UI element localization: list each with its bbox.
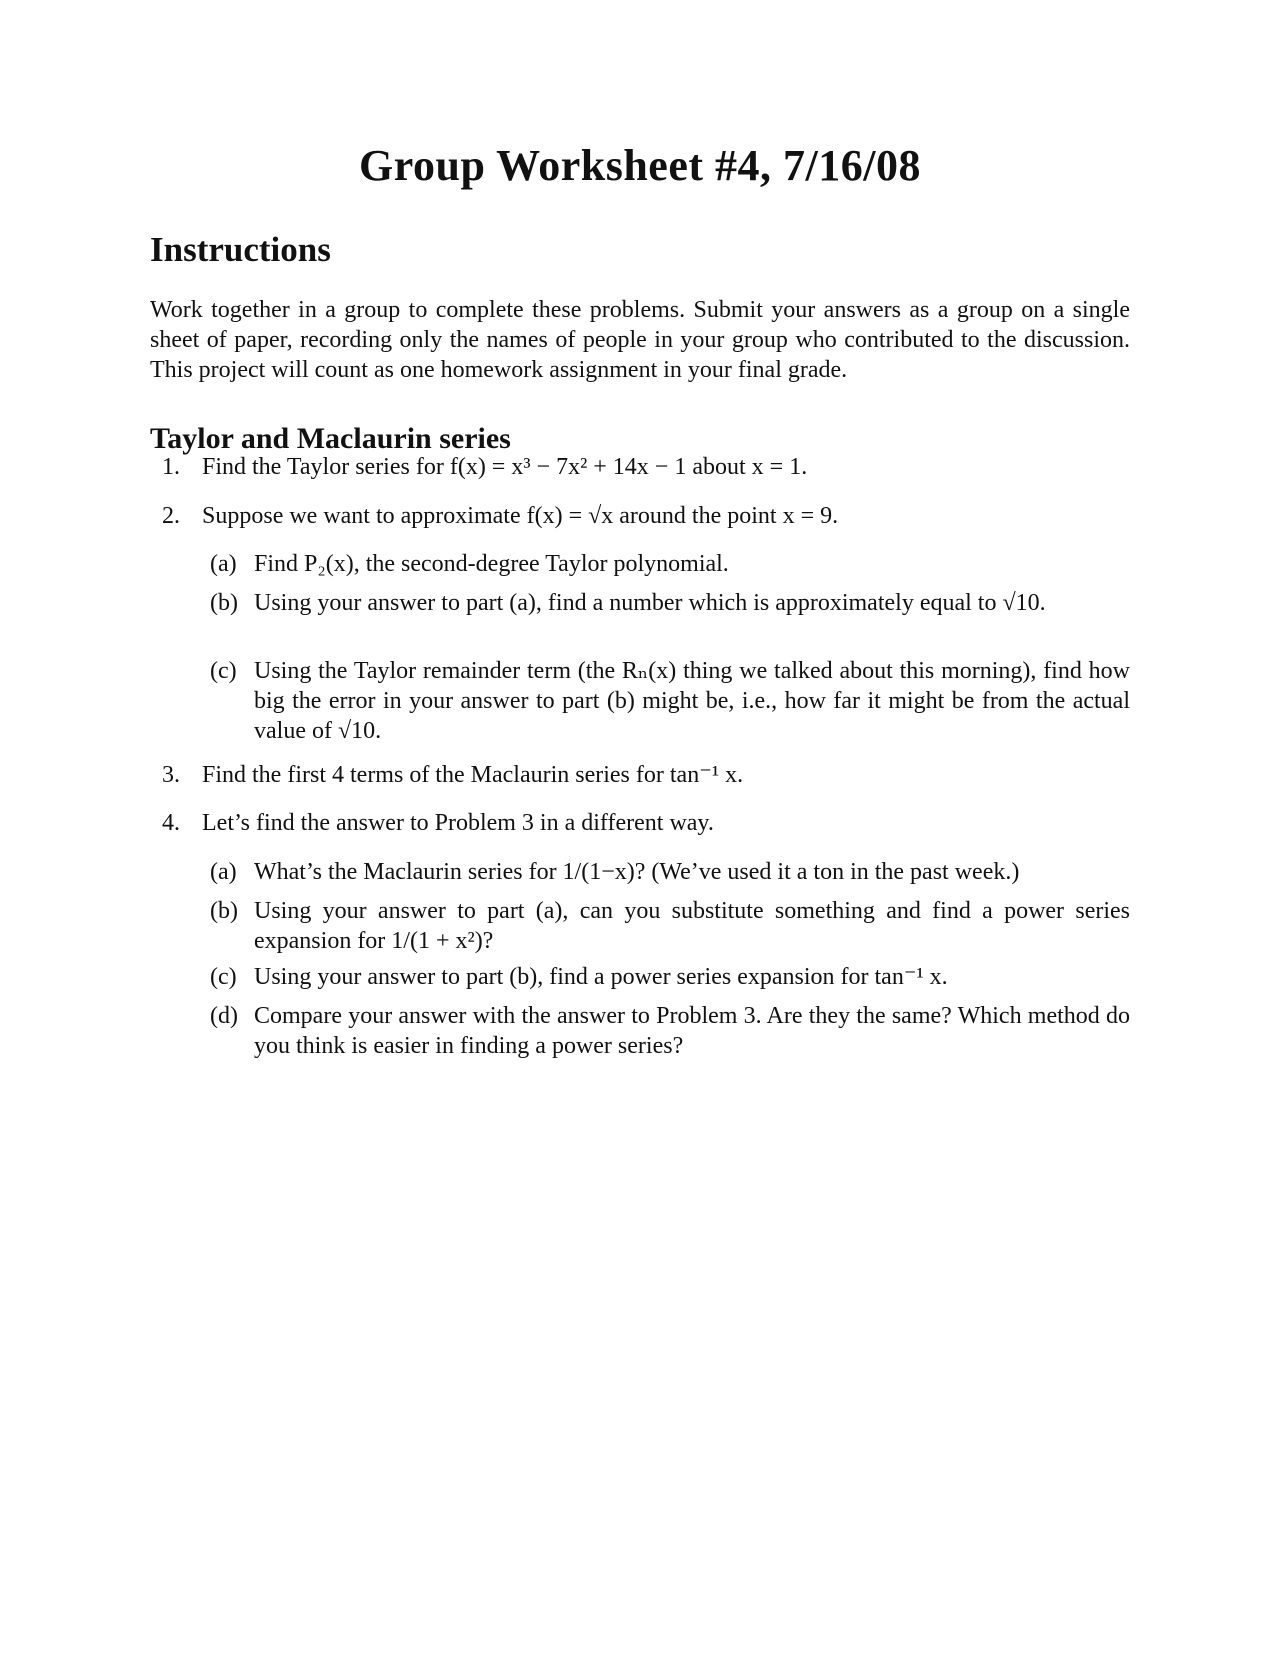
section-heading: Taylor and Maclaurin series: [150, 422, 511, 455]
part-label: (a): [210, 551, 237, 577]
instructions-paragraph: Work together in a group to complete these problems. Submit your answers as a group on a single sheet of paper, recording only the names of people in your group who contributed to the discussion. This project will count as one homework assignment in your final grade.: [150, 297, 1130, 383]
instructions-heading: Instructions: [150, 230, 331, 269]
part-label: (c): [210, 964, 237, 990]
problem-number: 4.: [162, 810, 180, 836]
part-label: (b): [210, 590, 238, 616]
problem-text: Find the Taylor series for f(x) = x³ − 7x² + 14x − 1 about x = 1.: [202, 454, 808, 480]
part-text: Using your answer to part (a), find a number which is approximately equal to √10.: [254, 590, 1046, 616]
part-label: (b): [210, 898, 238, 924]
part-text: Compare your answer with the answer to Problem 3. Are they the same? Which method do you think is easier in finding a power series?: [254, 1003, 1130, 1059]
part-text: Using the Taylor remainder term (the Rₙ(x) thing we talked about this morning), find how big the error in your answer to part (b) might be, i.e., how far it might be from the actual value of √10.: [254, 658, 1130, 744]
problem-text: Suppose we want to approximate f(x) = √x around the point x = 9.: [202, 503, 839, 529]
problem-text: Find the first 4 terms of the Maclaurin series for tan⁻¹ x.: [202, 762, 744, 788]
part-text: Using your answer to part (b), find a power series expansion for tan⁻¹ x.: [254, 964, 948, 990]
part-text: Find P₂(x), the second-degree Taylor polynomial.: [254, 551, 729, 577]
problem-number: 2.: [162, 503, 180, 529]
part-label: (c): [210, 658, 237, 684]
part-text: Using your answer to part (a), can you substitute something and find a power series expansion for 1/(1 + x²)?: [254, 898, 1130, 954]
part-label: (a): [210, 859, 237, 885]
part-label: (d): [210, 1003, 238, 1029]
problem-text: Let’s find the answer to Problem 3 in a different way.: [202, 810, 714, 836]
problem-number: 1.: [162, 454, 180, 480]
page-title: Group Worksheet #4, 7/16/08: [359, 141, 921, 190]
part-text: What’s the Maclaurin series for 1/(1−x)? (We’ve used it a ton in the past week.): [254, 859, 1020, 885]
problem-number: 3.: [162, 762, 180, 788]
